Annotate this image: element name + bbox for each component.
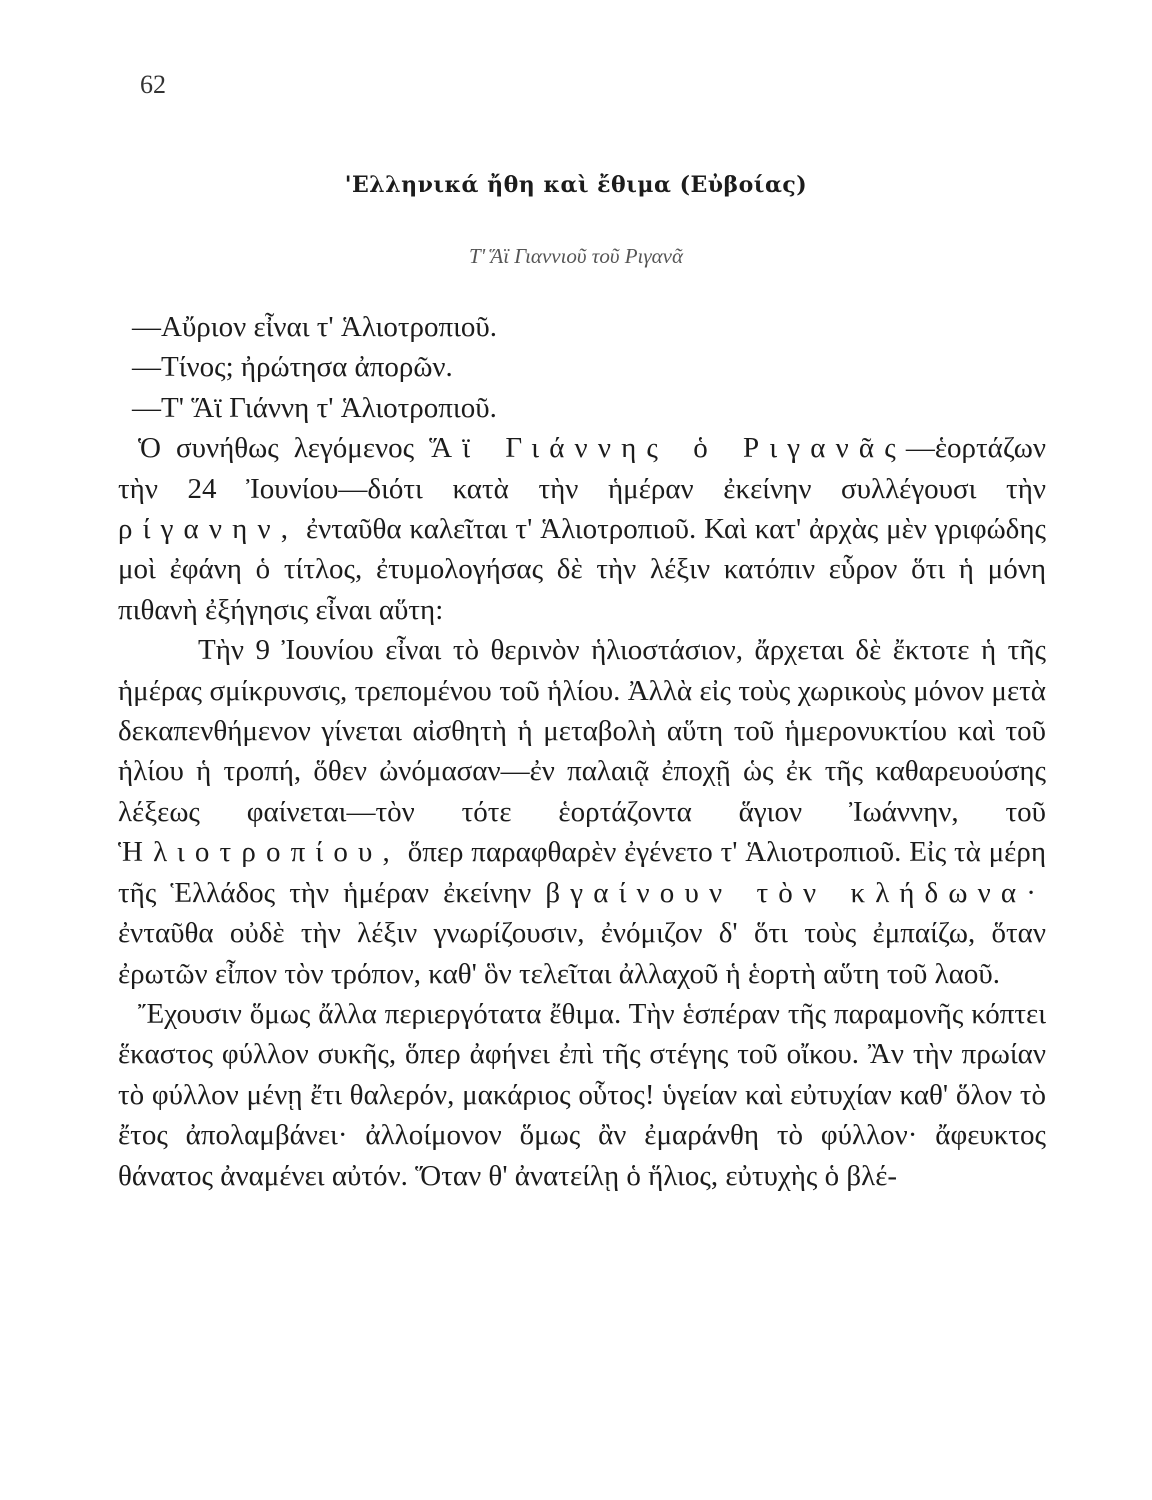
paragraph-2-spaced-b: βγαίνουν τὸν κλήδωνα· <box>545 876 1046 909</box>
paragraph-1-spaced-b: ρίγανην, <box>118 513 299 546</box>
paragraph-2-text-b: ὅπερ παραφθαρὲν ἐγένετο τ' Ἁλιοτροπιοῦ. Εἰς τὰ μέρη τῆς Ἑλλάδος τὴν ἡμέραν ἐκείνην <box>118 836 1046 909</box>
article-heading: 'Ελληνικά ἤθη καὶ ἔθιμα (Εὐβοίας) <box>344 172 808 198</box>
paragraph-3: Ἔχουσιν ὅμως ἄλλα περιεργότατα ἔθιμα. Τὴν ἑσπέραν τῆς παραμονῆς κόπτει ἕκαστος φύλλον συκῆς, ὅπερ ἀφήνει ἐπὶ τῆς στέγης τοῦ οἴκου. Ἂν τὴν πρωίαν τὸ φύλλον μένῃ ἔτι θαλερόν, μακάριος οὗτος! ὑγείαν καὶ εὐτυχίαν καθ' ὅλον τὸ ἔτος ἀπολαμβάνει· ἀλλοίμονον ὅμως ἂν ἐμαράνθη τὸ φύλλον· ἄφευκτος θάνατος ἀναμένει αὐτόν. Ὅταν θ' ἀνατείλῃ ὁ ἥλιος, εὐτυχὴς ὁ βλέ- <box>118 997 1046 1192</box>
dialogue-line: —Τ' Ἅϊ Γιάννη τ' Ἁλιοτροπιοῦ. <box>132 391 497 424</box>
paragraph-1-text-a: Ὁ συνήθως λεγόμενος <box>138 432 415 465</box>
body-text <box>118 307 1046 1196</box>
paragraph-2-text-a: Τὴν 9 Ἰουνίου εἶναι τὸ θερινὸν ἡλιοστάσιον, ἄρχεται δὲ ἔκτοτε ἡ τῆς ἡμέρας σμίκρυνσις, τρεπομένου τοῦ ἡλίου. Ἀλλὰ εἰς τοὺς χωρικοὺς μόνον μετὰ δεκαπενθήμενον γίνεται αἰσθητὴ ἡ μεταβολὴ αὕτη τοῦ ἡμερονυκτίου καὶ τοῦ ἡλίου ἡ τροπή, ὅθεν ὠνόμασαν—ἐν παλαιᾷ ἐποχῇ ὡς ἐκ τῆς καθαρευούσης λέξεως φαίνεται—τὸν τότε ἑορτάζοντα ἅγιον Ἰωάννην, τοῦ <box>118 634 1046 828</box>
paragraph-2-spaced-a: Ἡλιοτροπίου, <box>118 836 400 869</box>
paragraph-2 <box>118 630 1046 994</box>
dialogue-line: —Αὔριον εἶναι τ' Ἁλιοτροπιοῦ. <box>132 311 498 343</box>
paragraph-1-text-b: —ἑορτάζων τὴν 24 Ἰουνίου—διότι κατὰ τὴν ἡμέραν ἐκείνην συλλέγουσι τὴν <box>118 432 1046 505</box>
article-subheading: Τ' Ἅϊ Γιαννιοῦ τοῦ Ριγανᾶ <box>468 244 684 268</box>
dialogue-line: —Τίνος; ἠρώτησα ἀπορῶν. <box>132 351 453 384</box>
paragraph-1 <box>118 428 1046 630</box>
paragraph-2-text-c: ἐνταῦθα οὐδὲ τὴν λέξιν γνωρίζουσιν, ἐνόμιζον δ' ὅτι τοὺς ἐμπαίζω, ὅταν ἐρωτῶν εἶπον τὸν τρόπον, καθ' ὃν τελεῖται ἀλλαχοῦ ἡ ἑορτὴ αὕτη τοῦ λαοῦ. <box>118 917 1046 990</box>
page-number: 62 <box>140 70 166 99</box>
paragraph-1-text-c: ἐνταῦθα καλεῖται τ' Ἁλιοτροπιοῦ. Καὶ κατ' ἀρχὰς μὲν γριφώδης μοὶ ἐφάνη ὁ τίτλος, ἐτυμολογήσας δὲ τὴν λέξιν κατόπιν εὗρον ὅτι ἡ μόνη πιθανὴ ἐξήγησις εἶναι αὕτη: <box>118 513 1046 626</box>
paragraph-1-spaced-a: Ἅϊ Γιάννης ὁ Ριγανᾶς <box>429 432 906 465</box>
